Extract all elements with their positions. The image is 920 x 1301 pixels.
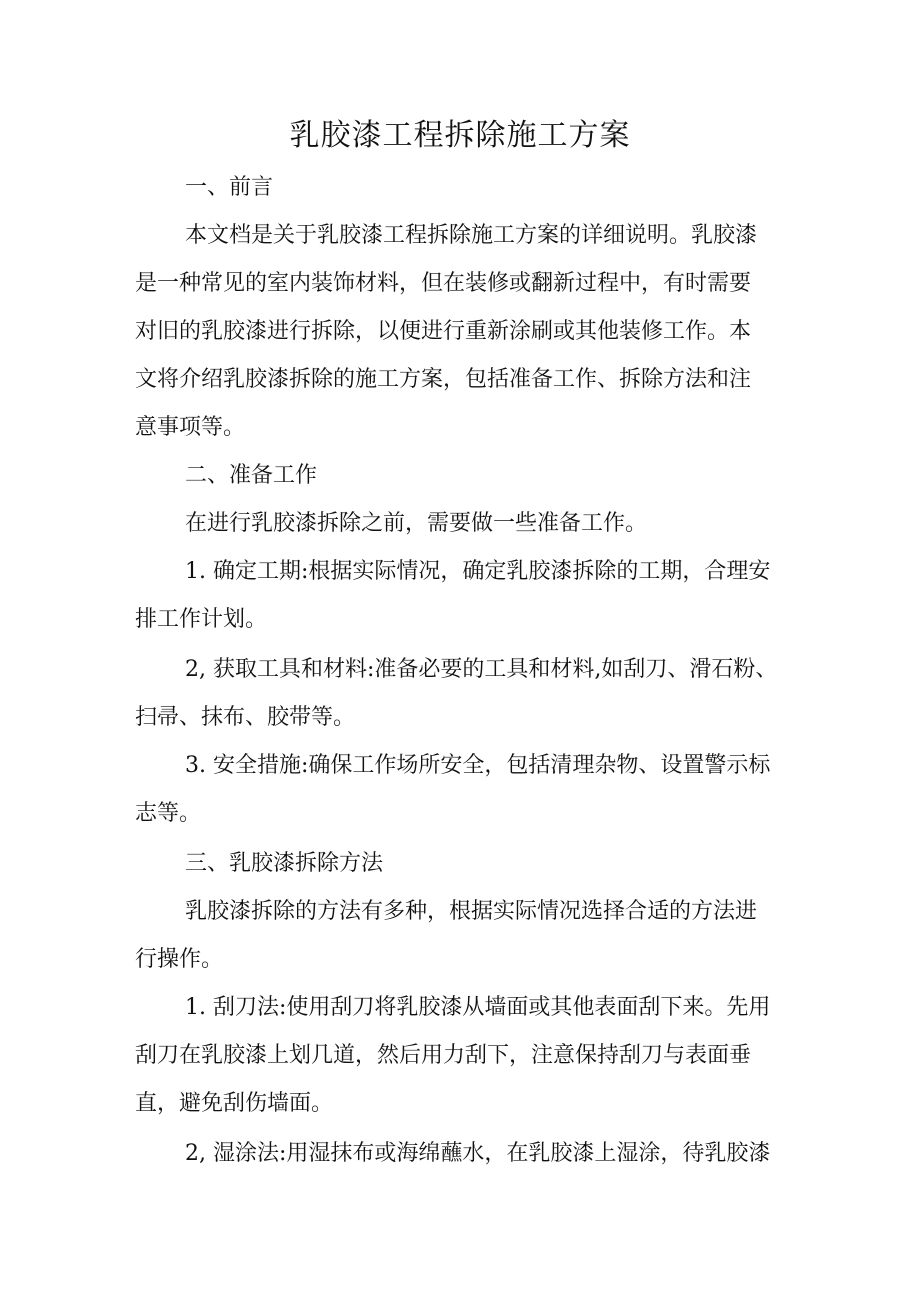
text-line: 2, 获取工具和材料:准备必要的工具和材料,如刮刀、滑石粉、 — [185, 657, 778, 682]
text-line: 文将介绍乳胶漆拆除的施工方案，包括准备工作、拆除方法和注 — [135, 367, 752, 392]
text-line: 意事项等。 — [135, 415, 246, 440]
text-line: 在进行乳胶漆拆除之前，需要做一些准备工作。 — [185, 511, 648, 536]
text-line: 乳胶漆拆除的方法有多种，根据实际情况选择合适的方法进 — [185, 899, 758, 924]
text-line: 对旧的乳胶漆进行拆除，以便进行重新涂刷或其他装修工作。本 — [135, 319, 752, 344]
text-line: 1. 刮刀法:使用刮刀将乳胶漆从墙面或其他表面刮下来。先用 — [185, 995, 771, 1020]
text-line: 二、准备工作 — [185, 463, 318, 488]
text-line: 三、乳胶漆拆除方法 — [185, 851, 384, 876]
text-line: 1. 确定工期:根据实际情况，确定乳胶漆拆除的工期，合理安 — [185, 559, 771, 584]
page-title: 乳胶漆工程拆除施工方案 — [289, 118, 631, 153]
text-line: 行操作。 — [135, 947, 224, 972]
text-line: 志等。 — [135, 801, 202, 826]
text-line: 直，避免刮伤墙面。 — [135, 1091, 334, 1116]
text-line: 排工作计划。 — [135, 607, 268, 632]
text-line: 一、前言 — [185, 175, 274, 200]
text-line: 2, 湿涂法:用湿抹布或海绵蘸水，在乳胶漆上湿涂，待乳胶漆 — [185, 1141, 771, 1166]
text-line: 扫帚、抹布、胶带等。 — [135, 705, 356, 730]
text-line: 3. 安全措施:确保工作场所安全，包括清理杂物、设置警示标 — [185, 753, 771, 778]
text-line: 本文档是关于乳胶漆工程拆除施工方案的详细说明。乳胶漆 — [185, 223, 758, 248]
text-line: 刮刀在乳胶漆上划几道，然后用力刮下，注意保持刮刀与表面垂 — [135, 1043, 752, 1068]
text-line: 是一种常见的室内装饰材料，但在装修或翻新过程中，有时需要 — [135, 271, 752, 296]
